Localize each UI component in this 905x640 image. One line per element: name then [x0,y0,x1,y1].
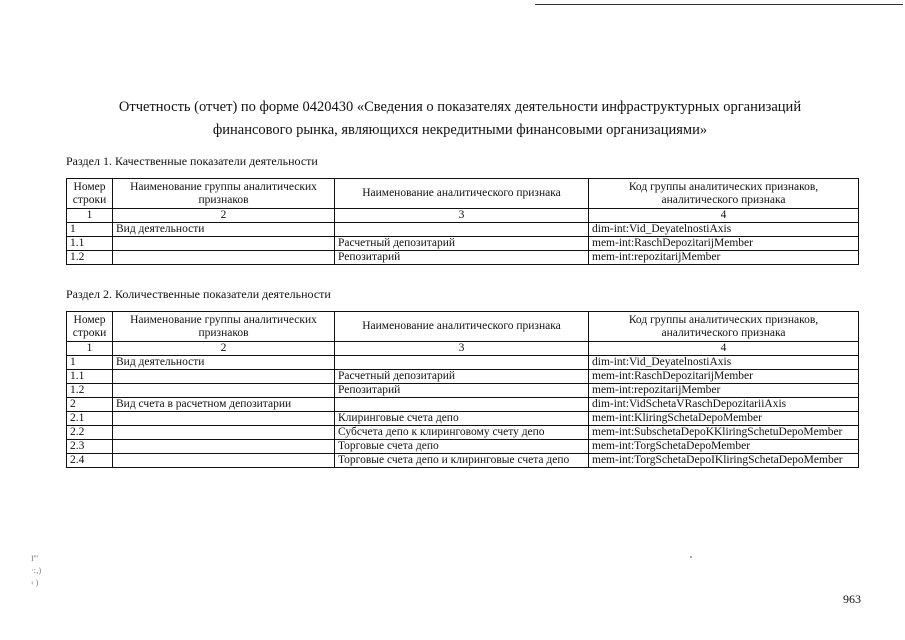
title-line-2: финансового рынка, являющихся некредитными финансовыми организациями» [212,122,708,138]
margin-mark: ‹ ) [31,578,39,587]
column-number-row [67,209,859,223]
code-cell: mem-int:RaschDepozitarijMember [589,237,859,251]
feature-name-cell: Репозитарий [335,384,589,398]
table-row [67,440,859,454]
document-title [60,96,860,142]
feature-name-cell: Клиринговые счета депо [335,412,589,426]
row-number-cell: 1.1 [67,237,113,251]
table-row [67,398,859,412]
header-row-number: Номер строки [67,179,113,209]
table-row [67,223,859,237]
section-2-title: Раздел 2. Количественные показатели деятельности [66,287,331,301]
feature-name-cell: Расчетный депозитарий [335,237,589,251]
code-cell: dim-int:VidSchetaVRaschDepozitariiAxis [589,398,859,412]
table-row [67,412,859,426]
code-cell: mem-int:repozitarijMember [589,384,859,398]
group-name-cell [113,384,335,398]
table-row [67,384,859,398]
column-number: 3 [335,209,589,223]
column-number: 2 [113,209,335,223]
row-number-cell: 1 [67,356,113,370]
table-row [67,454,859,468]
group-name-cell [113,426,335,440]
feature-name-cell: Торговые счета депо [335,440,589,454]
row-number-cell: 2.2 [67,426,113,440]
row-number-cell: 1 [67,223,113,237]
header-feature-name: Наименование аналитического признака [335,179,589,209]
title-line-1: Отчетность (отчет) по форме 0420430 «Сведения о показателях деятельности инфраструктурных организаций [118,99,802,115]
row-number-cell: 2.4 [67,454,113,468]
table-header-row [67,312,859,342]
margin-mark: ·:‚) [31,566,42,575]
code-cell: mem-int:TorgSchetaDepoIKliringSchetaDepoMember [589,454,859,468]
group-name-cell: Вид счета в расчетном депозитарии [113,398,335,412]
row-number-cell: 2.3 [67,440,113,454]
group-name-cell [113,412,335,426]
feature-name-cell: Репозитарий [335,251,589,265]
header-feature-name: Наименование аналитического признака [335,312,589,342]
code-cell: mem-int:TorgSchetaDepoMember [589,440,859,454]
header-code: Код группы аналитических признаков, аналитического признака [589,312,859,342]
top-rule [535,4,903,5]
row-number-cell: 2 [67,398,113,412]
group-name-cell: Вид деятельности [113,356,335,370]
column-number-row [67,342,859,356]
group-name-cell [113,370,335,384]
margin-marks [31,553,41,589]
column-number: 1 [67,342,113,356]
feature-name-cell: Субсчета депо к клиринговому счету депо [335,426,589,440]
table-section-1 [66,178,859,265]
section-1-title: Раздел 1. Качественные показатели деятельности [66,154,318,168]
feature-name-cell: Торговые счета депо и клиринговые счета депо [335,454,589,468]
group-name-cell [113,237,335,251]
table-body [67,223,859,265]
column-number: 2 [113,342,335,356]
feature-name-cell [335,223,589,237]
header-row-number: Номер строки [67,312,113,342]
feature-name-cell [335,398,589,412]
header-group-name: Наименование группы аналитических признаков [113,312,335,342]
header-group-name: Наименование группы аналитических признаков [113,179,335,209]
column-number: 1 [67,209,113,223]
feature-name-cell [335,356,589,370]
column-number: 3 [335,342,589,356]
row-number-cell: 1.2 [67,384,113,398]
header-code: Код группы аналитических признаков, аналитического признака [589,179,859,209]
table-body [67,356,859,468]
table-section-2 [66,311,859,468]
page-number: 963 [843,592,861,606]
code-cell: dim-int:Vid_DeyatelnostiAxis [589,356,859,370]
column-number: 4 [589,209,859,223]
code-cell: mem-int:repozitarijMember [589,251,859,265]
code-cell: dim-int:Vid_DeyatelnostiAxis [589,223,859,237]
table-row [67,370,859,384]
table-row [67,356,859,370]
row-number-cell: 1.2 [67,251,113,265]
table-row [67,237,859,251]
code-cell: mem-int:KliringSchetaDepoMember [589,412,859,426]
code-cell: mem-int:SubschetaDepoKKliringSchetuDepoMember [589,426,859,440]
margin-mark: I''' [31,554,38,563]
group-name-cell: Вид деятельности [113,223,335,237]
group-name-cell [113,251,335,265]
table-header-row [67,179,859,209]
table-row [67,426,859,440]
column-number: 4 [589,342,859,356]
table-row [67,251,859,265]
scan-speck [690,556,692,558]
code-cell: mem-int:RaschDepozitarijMember [589,370,859,384]
group-name-cell [113,454,335,468]
feature-name-cell: Расчетный депозитарий [335,370,589,384]
row-number-cell: 2.1 [67,412,113,426]
row-number-cell: 1.1 [67,370,113,384]
group-name-cell [113,440,335,454]
